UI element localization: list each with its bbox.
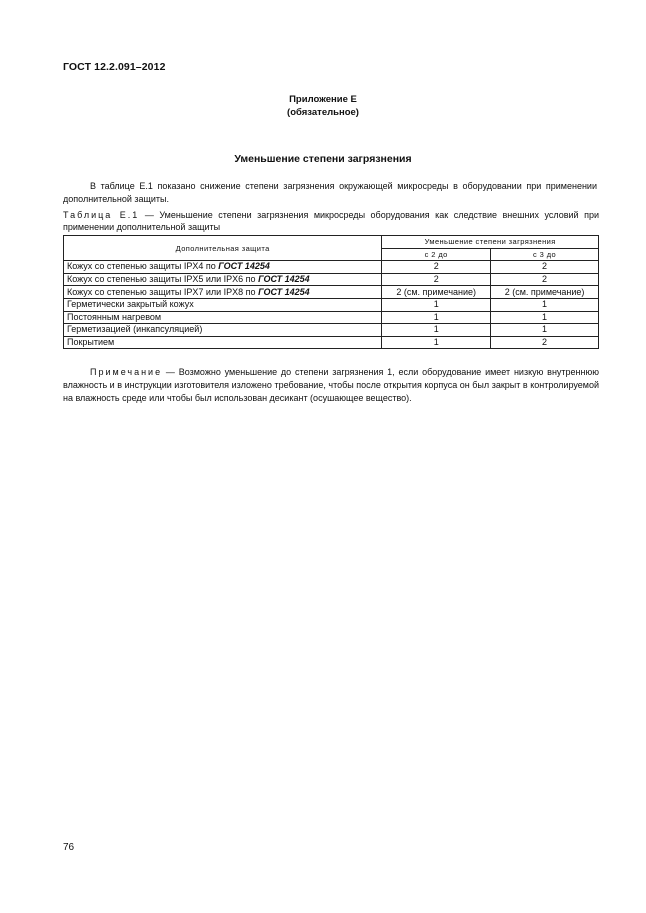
row-label: Кожух со степенью защиты IPX4 по ГОСТ 14254 [64, 261, 382, 274]
appendix-status: (обязательное) [287, 107, 359, 118]
table-row [64, 273, 599, 286]
cell-from-3: 1 [491, 298, 599, 311]
standard-reference: ГОСТ 14254 [258, 286, 310, 297]
cell-from-2: 2 (см. примечание) [382, 286, 491, 299]
cell-from-3: 1 [491, 324, 599, 337]
table-row [64, 298, 599, 311]
row-label: Покрытием [64, 336, 382, 349]
table-row [64, 336, 599, 349]
appendix-heading [0, 93, 646, 119]
cell-from-2: 2 [382, 273, 491, 286]
table-note [63, 366, 599, 406]
table-row [64, 261, 599, 274]
table-caption [63, 209, 599, 233]
table-header-row [64, 236, 599, 249]
cell-from-3: 2 [491, 273, 599, 286]
appendix-title: Приложение Е [289, 94, 357, 105]
document-code-header: ГОСТ 12.2.091–2012 [63, 61, 166, 73]
cell-from-2: 1 [382, 298, 491, 311]
standard-reference: ГОСТ 14254 [258, 274, 310, 285]
header-reduction: Уменьшение степени загрязнения [382, 236, 599, 249]
table-row [64, 311, 599, 324]
cell-from-3: 2 [491, 336, 599, 349]
cell-from-2: 2 [382, 261, 491, 274]
row-label: Герметизацией (инкапсуляцией) [64, 324, 382, 337]
table-caption-text: — Уменьшение степени загрязнения микросреды оборудования как следствие внешних условий при применении дополнительной защиты [63, 210, 599, 232]
section-title: Уменьшение степени загрязнения [234, 153, 412, 165]
intro-paragraph: В таблице Е.1 показано снижение степени загрязнения окружающей микросреды в оборудовании при применении дополнительной защиты. [63, 181, 597, 204]
cell-from-2: 1 [382, 324, 491, 337]
row-label: Кожух со степенью защиты IPX5 или IPX6 по ГОСТ 14254 [64, 273, 382, 286]
table-caption-label: Таблица Е.1 [63, 210, 140, 220]
cell-from-3: 2 [491, 261, 599, 274]
cell-from-2: 1 [382, 311, 491, 324]
header-from-3: с 3 до [491, 248, 599, 261]
row-label: Кожух со степенью защиты IPX7 или IPX8 по ГОСТ 14254 [64, 286, 382, 299]
row-label: Герметически закрытый кожух [64, 298, 382, 311]
cell-from-2: 1 [382, 336, 491, 349]
table-row [64, 286, 599, 299]
cell-from-3: 1 [491, 311, 599, 324]
standard-reference: ГОСТ 14254 [218, 261, 270, 272]
pollution-reduction-table [63, 235, 599, 349]
note-text: — Возможно уменьшение до степени загрязнения 1, если оборудование имеет низкую внутреннюю влажность и в инструкции изготовителя изложено требование, чтобы после открытия корпуса он был закрыт в контролируемой на влажность среде или чтобы был использован десикант (осушающее вещество). [63, 367, 599, 404]
row-label: Постоянным нагревом [64, 311, 382, 324]
header-from-2: с 2 до [382, 248, 491, 261]
table-row [64, 324, 599, 337]
cell-from-3: 2 (см. примечание) [491, 286, 599, 299]
header-protection: Дополнительная защита [64, 236, 382, 261]
note-label: Примечание [90, 367, 163, 377]
page-number: 76 [63, 842, 75, 853]
